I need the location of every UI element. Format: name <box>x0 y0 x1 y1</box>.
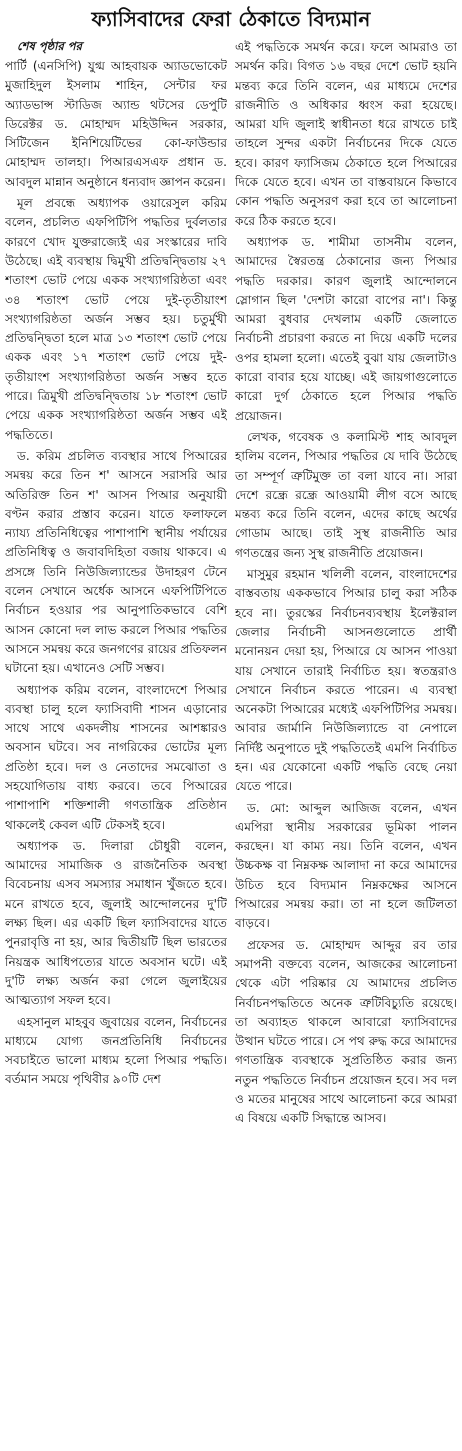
paragraph: লেখক, গবেষক ও কলামিস্ট শাহ আবদুল হালিম বলেন, পিআর পদ্ধতির যে দাবি উঠেছে তা সম্পূর্ণ ত্রুটিমুক্ত তা বলা যাবে না। সারা দেশে রন্ধ্রে রন্ধ্রে আওয়ামী লীগ বসে আছে মন্তব্য করে তিনি বলেন, এদের কাছে অর্থের গোডাম আছে। তাই সুস্থ রাজনীতি আর গণতন্ত্রের জন্য সুস্থ রাজনীতি প্রয়োজন। <box>235 429 457 560</box>
paragraph: এই পদ্ধতিকে সমর্থন করে। ফলে আমরাও তা সমর্থন করি। বিগত ১৬ বছর দেশে ভোট হয়নি মন্তব্য করে তিনি বলেন, এর মাধ্যমে দেশের রাজনীতি ও অধিকার ধ্বংস করা হয়েছে। আমরা যদি জুলাই স্বাধীনতা ধরে রাখতে চাই তাহলে সুন্দর একটা নির্বাচনের দিকে যেতে হবে। কারণ ফ্যাসিজম ঠেকাতে হলে পিআরের দিকে যেতে হবে। এখন তা বাস্তবায়নে কিভাবে কোন পদ্ধতি অনুসরণ করা হবে তা আলোচনা করে ঠিক করতে হবে। <box>235 40 457 228</box>
right-column <box>235 38 457 1131</box>
paragraph: অধ্যাপক ড. দিলারা চৌধুরী বলেন, আমাদের সামাজিক ও রাজনৈতিক অবস্থা বিবেচনায় এসব সমস্যার সমাধান খুঁজতে হবে। মনে রাখতে হবে, জুলাই আন্দোলনের দু'টি লক্ষ্য ছিল। এর একটি ছিল ফ্যাসিবাদের যাতে পুনরাবৃত্তি না হয়, আর দ্বিতীয়টি ছিল ভারতের নিয়ন্ত্রক আধিপত্যের যাতে অবসান ঘটে। এই দু'টি লক্ষ্য অর্জন করা গেলে জুলাইয়ের আত্মত্যাগ সফল হবে। <box>5 838 227 1008</box>
paragraph: প্রফেসর ড. মোহাম্মদ আব্দুর রব তার সমাপনী বক্তব্যে বলেন, আজকের আলোচনা থেকে এটা পরিষ্কার যে আমাদের প্রচলিত নির্বাচনপদ্ধতিতে অনেক ত্রুটিবিচ্যুতি রয়েছে। তা অব্যাহত থাকলে আবারো ফ্যাসিবাদের উত্থান ঘটতে পারে। সে পথ রুদ্ধ করে আমাদের গণতান্ত্রিক ব্যবস্থাকে সুপ্রতিষ্ঠিত করার জন্য নতুন পদ্ধতিতে নির্বাচন প্রয়োজন হবে। সব দল ও মতের মানুষের সাথে আলোচনা করে আমরা এ বিষয়ে একটি সিদ্ধান্তে আসব। <box>235 937 457 1126</box>
paragraph: মূল প্রবন্ধে অধ্যাপক ওয়ারেসুল করিম বলেন, প্রচলিত এফপিটিপি পদ্ধতির দুর্বলতার কারণে খোদ যুক্তরাজ্যেই এর সংস্কারের দাবি উঠেছে। এই ব্যবস্থায় দ্বিমুখী প্রতিদ্বন্দ্বিতায় ২৭ শতাংশ ভোট পেয়ে একক সংখ্যাগরিষ্ঠতা এবং ৩৪ শতাংশ ভোট পেয়ে দুই-তৃতীয়াংশ সংখ্যাগরিষ্ঠতা অর্জন সম্ভব হয়। চতুর্মুখী প্রতিদ্বন্দ্বিতা হলে মাত্র ১৩ শতাংশ ভোট পেয়ে একক এবং ১৭ শতাংশ ভোট পেয়ে দুই- তৃতীয়াংশ সংখ্যাগরিষ্ঠতা অর্জন সম্ভব হতে পারে। ত্রিমুখী প্রতিদ্বন্দ্বিতায় ১৮ শতাংশ ভোট পেয়ে একক সংখ্যাগরিষ্ঠতা অর্জন সম্ভব এই পদ্ধতিতে। <box>5 196 227 442</box>
headline: ফ্যাসিবাদের ফেরা ঠেকাতে বিদ্যমান <box>91 7 371 31</box>
paragraph: ড. করিম প্রচলিত ব্যবস্থার সাথে পিআরের সমন্বয় করে তিন শ' আসনে সরাসরি আর অতিরিক্ত তিন শ' আসন পিআর অনুযায়ী বণ্টন করার প্রস্তাব করেন। যাতে ফলাফলে ন্যায্য প্রতিনিধিত্বের পাশাপাশি স্থানীয় পর্যায়ের প্রতিনিধিত্ব ও জবাবদিহিতা বজায় থাকবে। এ প্রসঙ্গে তিনি নিউজিল্যান্ডের উদাহরণ টেনে বলেন সেখানে অর্ধেক আসনে এফপিটিপিতে নির্বাচন হওয়ার পর আনুপাতিকভাবে বেশি আসন কোনো দল লাভ করলে পিআর পদ্ধতির আসনে সমন্বয় করে জনগণের রায়ের প্রতিফলন ঘটানো হয়। এখানেও সেটি সম্ভব। <box>5 448 227 676</box>
left-column <box>5 38 227 1092</box>
paragraph: মাসুমুর রহমান খলিলী বলেন, বাংলাদেশের বাস্তবতায় এককভাবে পিআর চালু করা সঠিক হবে না। তুরস্কের নির্বাচনব্যবস্থায় ইলেক্টরাল জেলার নির্বাচনী আসনগুলোতে প্রার্থী মনোনয়ন দেয়া হয়, পিআরে যে আসন পাওয়া যায় সেখানে তারাই নির্বাচিত হয়। স্বতন্ত্ররাও সেখানে নির্বাচন করতে পারেন। এ ব্যবস্থা অনেকটা পিআরের মধ্যেই এফপিটিপির সমন্বয়। আবার জার্মানি নিউজিল্যান্ডে বা নেপালে নির্দিষ্ট অনুপাতে দুই পদ্ধতিতেই এমপি নির্বাচিত হন। এর যেকোনো একটি পদ্ধতি বেছে নেয়া যেতে পারে। <box>235 567 457 794</box>
continued-from-label: শেষ পৃষ্ঠার পর <box>17 39 82 53</box>
article-body <box>5 38 457 1131</box>
paragraph: এহসানুল মাহবুব জুবায়ের বলেন, নির্বাচনের মাধ্যমে যোগ্য জনপ্রতিনিধি নির্বাচনের সবচাইতে ভালো মাধ্যম হলো পিআর পদ্ধতি। বর্তমান সময়ে পৃথিবীর ৯০টি দেশ <box>5 1014 227 1087</box>
paragraph: ড. মো: আব্দুল আজিজ বলেন, এখন এমপিরা স্থানীয় সরকারের ভূমিকা পালন করছেন। যা কাম্য নয়। তিনি বলেন, এখন উচ্চকক্ষ বা নিম্নকক্ষ আলাদা না করে আমাদের উচিত হবে বিদ্যমান নিম্নকক্ষের আসনে পিআরের সমন্বয় করা। তা না হলে জটিলতা বাড়বে। <box>235 800 457 931</box>
paragraph: অধ্যাপক ড. শামীমা তাসনীম বলেন, আমাদের স্বৈরতন্ত্র ঠেকানোর জন্য পিআর পদ্ধতি দরকার। কারণ জুলাই আন্দোলনে স্লোগান ছিল 'দেশটা কারো বাপের না'। কিন্তু আমরা বুধবার দেখলাম একটি জেলাতে নির্বাচনী প্রচারণা করতে না দিয়ে একটি দলের ওপর হামলা হলো। এতেই বুঝা যায় জেলাটাও কারো বাবার হয়ে যাচ্ছে। এই জায়গাগুলোতে কারো দুর্গ ঠেকাতে হলে পিআর পদ্ধতি প্রয়োজন। <box>235 234 457 423</box>
paragraph: অধ্যাপক করিম বলেন, বাংলাদেশে পিআর ব্যবস্থা চালু হলে ফ্যাসিবাদী শাসন এড়ানোর সাথে সাথে একদলীয় শাসনের আশঙ্কারও অবসান ঘটবে। সব নাগরিকের ভোটের মূল্য প্রতিষ্ঠা হবে। দল ও নেতাদের সমঝোতা ও সহযোগিতায় বাধ্য করবে। তবে পিআরের পাশাপাশি শক্তিশালী গণতান্ত্রিক প্রতিষ্ঠান থাকলেই কেবল এটি টেকসই হবে। <box>5 682 227 832</box>
paragraph: পার্টি (এনসিপি) যুগ্ম আহবায়ক অ্যাডভোকেট মুজাহিদুল ইসলাম শাহিন, সেন্টার ফর অ্যাডভান্স স্টাডিজ অ্যান্ড থটসের ডেপুটি ডিরেক্টর ড. মোহাম্মদ মহিউদ্দিন সরকার, সিটিজেন ইনিশিয়েটিভের কো-ফাউন্ডার মোহাম্মদ তালহা। পিআরএসএফ প্রধান ড. আবদুল মান্নান অনুষ্ঠানে ধন্যবাদ জ্ঞাপন করেন। <box>5 59 227 189</box>
